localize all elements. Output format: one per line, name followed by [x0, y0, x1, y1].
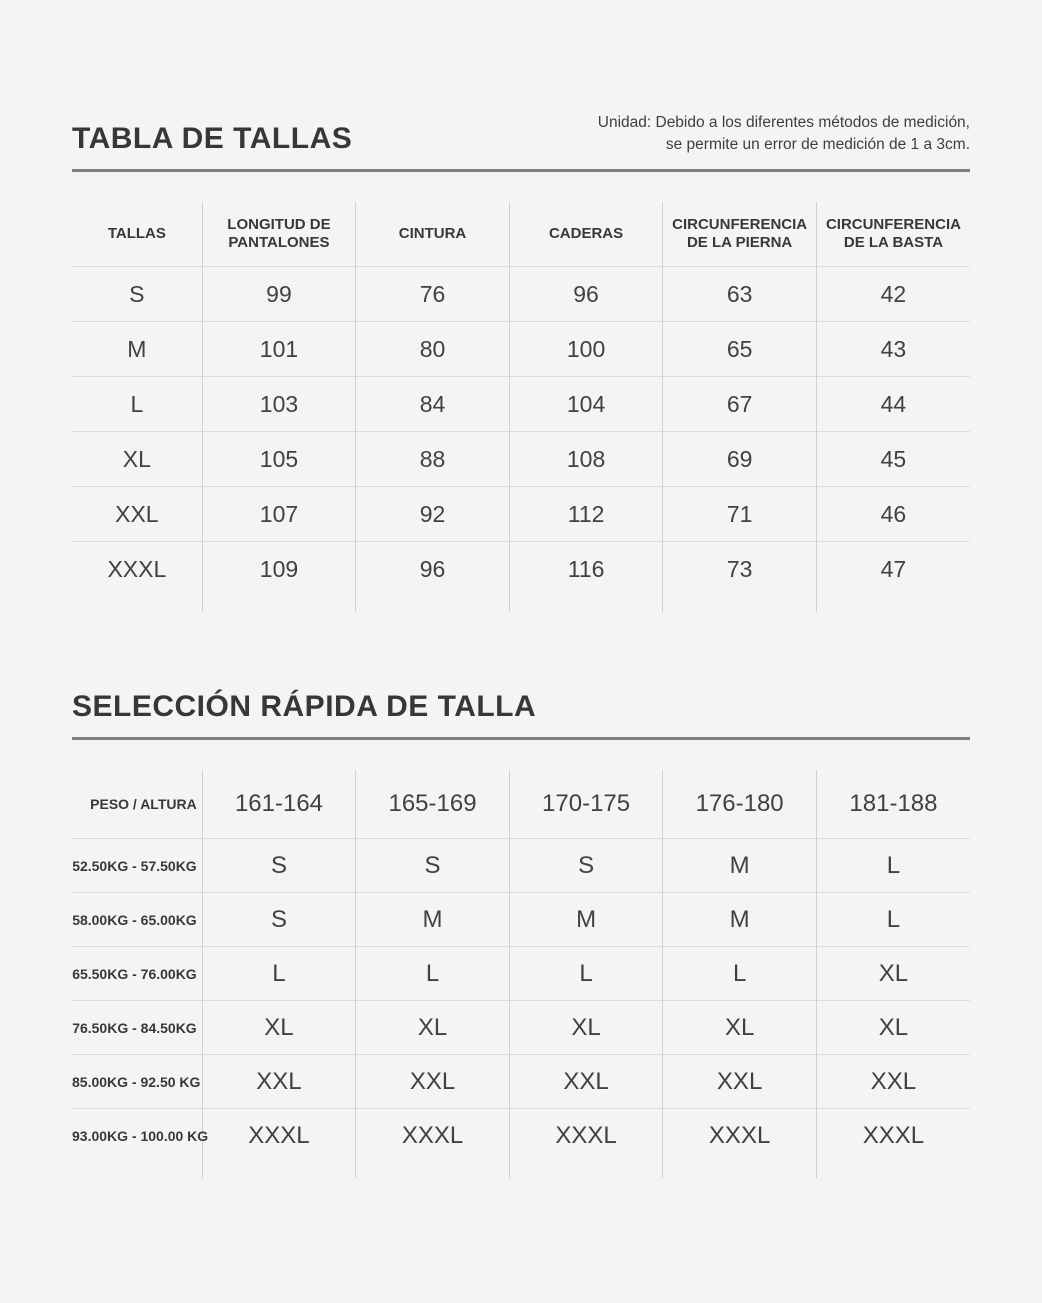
measurement-cell: 69: [663, 432, 817, 487]
measurement-cell: 96: [509, 267, 663, 322]
size-cell: S: [202, 893, 356, 947]
size-cell: S: [509, 839, 663, 893]
measurement-cell: 96: [356, 542, 510, 597]
measurement-cell: 44: [816, 377, 970, 432]
table-row: [72, 947, 970, 1001]
table-row: [72, 267, 970, 322]
measurement-cell: 42: [816, 267, 970, 322]
row-label-weight-range: 76.50KG - 84.50KG: [72, 1001, 202, 1055]
row-label-weight-range: 52.50KG - 57.50KG: [72, 839, 202, 893]
column-header-peso-altura: PESO / ALTURA: [90, 796, 197, 813]
measurement-cell: 112: [509, 487, 663, 542]
size-chart-section: [72, 0, 970, 612]
measurement-cell: 76: [356, 267, 510, 322]
size-cell: M: [663, 839, 817, 893]
measurement-cell: 100: [509, 322, 663, 377]
measurement-cell: 108: [509, 432, 663, 487]
measurement-cell: 99: [202, 267, 356, 322]
measurement-cell: 88: [356, 432, 510, 487]
size-cell: XXXL: [816, 1109, 970, 1163]
size-cell: L: [202, 947, 356, 1001]
row-label-weight-range: 85.00KG - 92.50 KG: [72, 1055, 202, 1109]
column-header-cintura: CINTURA: [356, 202, 510, 267]
row-label-size: XXXL: [72, 542, 202, 597]
table-row: [72, 377, 970, 432]
table-row: [72, 322, 970, 377]
row-label-weight-range: 93.00KG - 100.00 KG: [72, 1109, 202, 1163]
row-label-weight-range: 65.50KG - 76.00KG: [72, 947, 202, 1001]
column-header-longitud: LONGITUD DE PANTALONES: [202, 202, 356, 267]
title-divider: [72, 169, 970, 172]
table-row: [72, 839, 970, 893]
row-label-size: S: [72, 267, 202, 322]
column-header-tallas: TALLAS: [107, 225, 166, 242]
size-cell: XXL: [356, 1055, 510, 1109]
table-row: [72, 1109, 970, 1163]
size-cell: XL: [816, 1001, 970, 1055]
table-header-row: [72, 202, 970, 267]
measurement-cell: 71: [663, 487, 817, 542]
measurement-cell: 101: [202, 322, 356, 377]
measurement-cell: 43: [816, 322, 970, 377]
size-cell: S: [202, 839, 356, 893]
weight-height-size-table: [72, 770, 970, 1178]
measurement-cell: 67: [663, 377, 817, 432]
measurement-cell: 104: [509, 377, 663, 432]
size-cell: M: [509, 893, 663, 947]
measurement-cell: 47: [816, 542, 970, 597]
row-label-size: L: [72, 377, 202, 432]
size-cell: XL: [816, 947, 970, 1001]
row-label-size: M: [72, 322, 202, 377]
table-row: [72, 542, 970, 597]
table-spacer-row: [72, 596, 970, 612]
column-header-height-range: 161-164: [202, 770, 356, 839]
size-chart-title: TABLA DE TALLAS: [72, 122, 353, 156]
size-cell: XL: [509, 1001, 663, 1055]
quick-selection-title: SELECCIÓN RÁPIDA DE TALLA: [72, 690, 537, 724]
size-cell: XXL: [816, 1055, 970, 1109]
size-cell: XL: [663, 1001, 817, 1055]
table-row: [72, 1001, 970, 1055]
column-header-circ-pierna: CIRCUNFERENCIA DE LA PIERNA: [663, 202, 817, 267]
size-cell: L: [816, 839, 970, 893]
measurement-cell: 80: [356, 322, 510, 377]
size-cell: XXXL: [356, 1109, 510, 1163]
row-label-size: XXL: [72, 487, 202, 542]
table-row: [72, 432, 970, 487]
quick-selection-header: [72, 612, 970, 724]
row-label-size: XL: [72, 432, 202, 487]
title-divider: [72, 737, 970, 740]
column-header-height-range: 170-175: [509, 770, 663, 839]
column-header-height-range: 181-188: [816, 770, 970, 839]
size-cell: L: [356, 947, 510, 1001]
measurement-cell: 103: [202, 377, 356, 432]
size-cell: XXL: [509, 1055, 663, 1109]
size-cell: XXL: [202, 1055, 356, 1109]
column-header-caderas: CADERAS: [509, 202, 663, 267]
size-chart-header: [72, 0, 970, 156]
measurement-unit-note: [598, 112, 970, 156]
size-cell: L: [509, 947, 663, 1001]
measurement-cell: 107: [202, 487, 356, 542]
measurement-cell: 116: [509, 542, 663, 597]
measurement-cell: 63: [663, 267, 817, 322]
measurement-cell: 92: [356, 487, 510, 542]
note-line-2: se permite un error de medición de 1 a 3cm.: [665, 135, 970, 153]
size-cell: M: [663, 893, 817, 947]
column-header-height-range: 176-180: [663, 770, 817, 839]
column-header-circ-basta: CIRCUNFERENCIA DE LA BASTA: [816, 202, 970, 267]
size-cell: XXXL: [663, 1109, 817, 1163]
table-row: [72, 1055, 970, 1109]
size-cell: M: [356, 893, 510, 947]
measurement-cell: 65: [663, 322, 817, 377]
size-cell: XXL: [663, 1055, 817, 1109]
size-cell: L: [663, 947, 817, 1001]
measurement-cell: 109: [202, 542, 356, 597]
size-cell: L: [816, 893, 970, 947]
size-cell: S: [356, 839, 510, 893]
row-label-weight-range: 58.00KG - 65.00KG: [72, 893, 202, 947]
size-cell: XXXL: [202, 1109, 356, 1163]
size-cell: XXXL: [509, 1109, 663, 1163]
note-line-1: Unidad: Debido a los diferentes métodos de medición,: [597, 114, 970, 131]
table-spacer-row: [72, 1162, 970, 1178]
table-row: [72, 487, 970, 542]
measurement-cell: 46: [816, 487, 970, 542]
size-measurements-table: [72, 202, 970, 612]
measurement-cell: 84: [356, 377, 510, 432]
table-header-row: [72, 770, 970, 839]
table-row: [72, 893, 970, 947]
column-header-height-range: 165-169: [356, 770, 510, 839]
measurement-cell: 105: [202, 432, 356, 487]
quick-size-selection-section: [72, 612, 970, 1178]
measurement-cell: 73: [663, 542, 817, 597]
size-cell: XL: [202, 1001, 356, 1055]
measurement-cell: 45: [816, 432, 970, 487]
size-cell: XL: [356, 1001, 510, 1055]
